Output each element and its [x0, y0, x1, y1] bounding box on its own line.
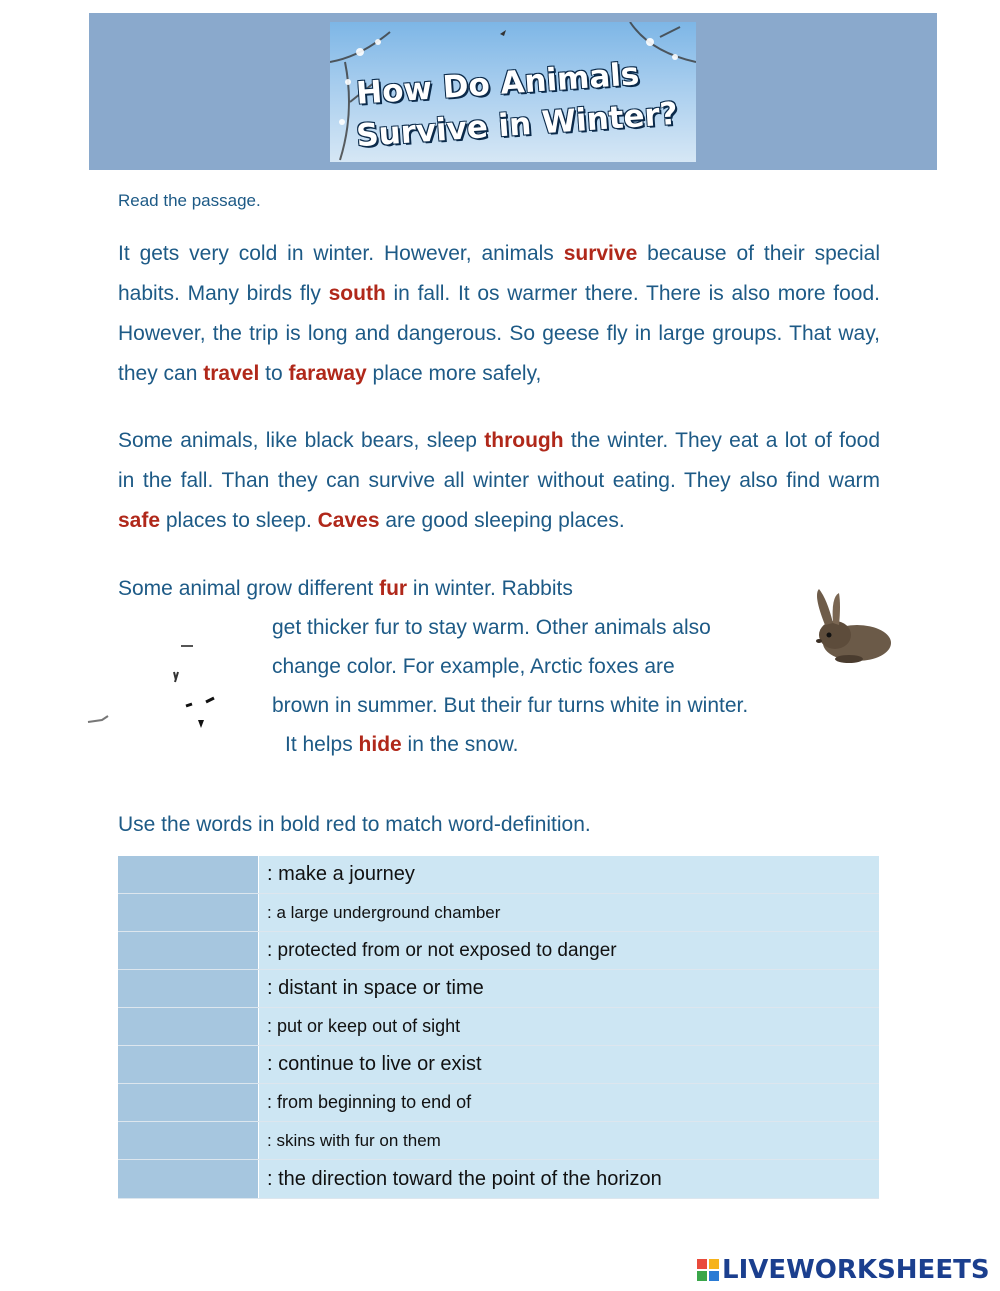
paragraph-3-line-2: get thicker fur to stay warm. Other animals also — [272, 616, 711, 639]
table-row — [118, 1046, 879, 1084]
title-line-1: How Do Animals — [355, 56, 641, 112]
table-row — [118, 856, 879, 894]
answer-slot[interactable] — [118, 932, 259, 969]
title-image — [330, 22, 696, 162]
definition: : make a journey — [259, 856, 879, 893]
definition: : continue to live or exist — [259, 1046, 879, 1083]
definition: : the direction toward the point of the horizon — [259, 1160, 879, 1198]
keyword-survive: survive — [563, 242, 638, 265]
logo-grid-icon — [697, 1259, 719, 1281]
answer-slot[interactable] — [118, 970, 259, 1007]
definition: : put or keep out of sight — [259, 1008, 879, 1045]
table-row — [118, 1084, 879, 1122]
paragraph-3-line-4: brown in summer. But their fur turns white in winter. — [272, 694, 749, 717]
keyword-hide: hide — [358, 733, 402, 756]
definition: : protected from or not exposed to danger — [259, 932, 879, 969]
table-row — [118, 1122, 879, 1160]
instructions: Read the passage. — [118, 191, 261, 210]
task-instructions: Use the words in bold red to match word-definition. — [118, 813, 591, 836]
table-row — [118, 932, 879, 970]
keyword-travel: travel — [203, 362, 260, 385]
keyword-safe: safe — [118, 509, 161, 532]
paragraph-3-line-3: change color. For example, Arctic foxes are — [272, 655, 675, 678]
liveworksheets-logo — [697, 1255, 990, 1285]
table-row — [118, 970, 879, 1008]
answer-slot[interactable] — [118, 1008, 259, 1045]
answer-slot[interactable] — [118, 856, 259, 893]
answer-slot[interactable] — [118, 1084, 259, 1121]
keyword-faraway: faraway — [288, 362, 367, 385]
keyword-caves: Caves — [317, 509, 380, 532]
paragraph-3-line-1: Some animal grow different fur in winter. Rabbits — [118, 577, 573, 600]
answer-slot[interactable] — [118, 1122, 259, 1159]
definition: : distant in space or time — [259, 970, 879, 1007]
table-row — [118, 1160, 879, 1199]
definition: : from beginning to end of — [259, 1084, 879, 1121]
arctic-fox-icon — [86, 640, 236, 740]
answer-slot[interactable] — [118, 894, 259, 931]
answer-slot[interactable] — [118, 1046, 259, 1083]
definition: : skins with fur on them — [259, 1122, 879, 1159]
keyword-fur: fur — [379, 577, 408, 600]
keyword-through: through — [484, 429, 564, 452]
rabbit-icon — [805, 585, 895, 665]
match-table — [118, 856, 879, 1199]
keyword-south: south — [328, 282, 386, 305]
paragraph-1: It gets very cold in winter. However, animals survive because of their special habits. Many birds fly south in fall. It os warmer there. There is also more food. However, the trip is long and dangerous. So geese fly in large groups. That way, they can travel to faraway place more safely, — [118, 242, 880, 385]
definition: : a large underground chamber — [259, 894, 879, 931]
paragraph-2: Some animals, like black bears, sleep through the winter. They eat a lot of food in the fall. Than they can survive all winter without eating. They also find warm safe places to sleep. Caves are good sleeping places. — [118, 429, 880, 532]
paragraph-3-line-5: It helps hide in the snow. — [285, 733, 519, 756]
table-row — [118, 894, 879, 932]
title-line-2: Survive in Winter? — [355, 95, 679, 155]
answer-slot[interactable] — [118, 1160, 259, 1198]
table-row — [118, 1008, 879, 1046]
logo-text: LIVEWORKSHEETS — [722, 1255, 990, 1285]
